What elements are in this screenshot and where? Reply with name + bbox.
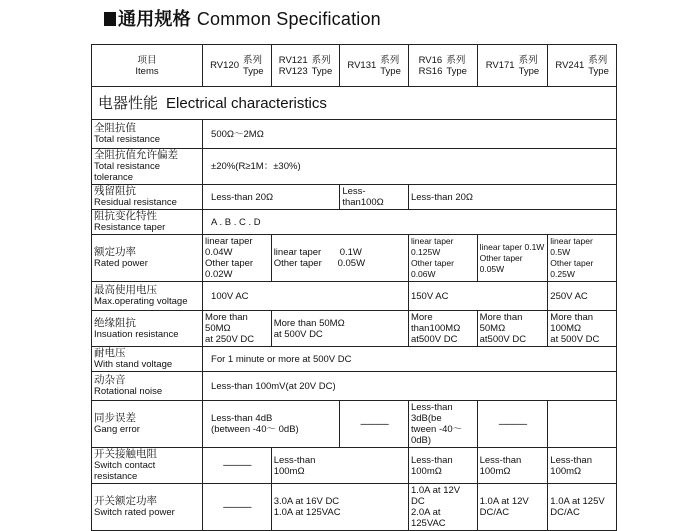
- cell-value: 100V AC: [203, 282, 409, 311]
- page-title: 通用规格 Common Specification: [104, 8, 381, 30]
- row-label: 额定功率 Rated power: [92, 235, 203, 282]
- cell-value: Less-than 100mV(at 20V DC): [203, 372, 617, 401]
- table-row: [92, 484, 617, 531]
- table-row: [92, 347, 617, 372]
- cell-value: -------------: [340, 401, 409, 448]
- cell-value: Less-than 3dB(be tween -40～ 0dB): [408, 401, 477, 448]
- cell-value: More than 100MΩ at 500V DC: [548, 311, 617, 347]
- cell-value: More than100MΩ at500V DC: [408, 311, 477, 347]
- cell-value: Less-than 4dB (between -40～ 0dB): [203, 401, 340, 448]
- cell-value: More than 50MΩ at 500V DC: [271, 311, 408, 347]
- table-row: [92, 120, 617, 149]
- cell-value: Less-than 100mΩ: [477, 448, 548, 484]
- model-header: RV120 系列 Type: [203, 45, 272, 87]
- items-header: 项目 Items: [92, 45, 203, 87]
- row-label: 开关接触电阻 Switch contact resistance: [92, 448, 203, 484]
- table-row: [92, 372, 617, 401]
- square-bullet-icon: [104, 12, 116, 26]
- cell-value: Less-than 100mΩ: [548, 448, 617, 484]
- cell-value: For 1 minute or more at 500V DC: [203, 347, 617, 372]
- cell-value: -------------: [203, 484, 272, 531]
- row-label: 全阻抗值 Total resistance: [92, 120, 203, 149]
- table-row: [92, 282, 617, 311]
- table-row: [92, 235, 617, 282]
- cell-value: -------------: [477, 401, 548, 448]
- cell-value: Less-than 20Ω: [408, 185, 616, 210]
- model-header: RV121 RV123 系列 Type: [271, 45, 340, 87]
- cell-value: ±20%(R≥1M：±30%): [203, 149, 617, 185]
- cell-value: linear taper 0.125W Other taper 0.06W: [408, 235, 477, 282]
- table-row: [92, 210, 617, 235]
- table-row: [92, 401, 617, 448]
- section-title: 电器性能 Electrical characteristics: [92, 87, 617, 120]
- row-label: 同步误差 Gang error: [92, 401, 203, 448]
- row-label: 动杂音 Rotational noise: [92, 372, 203, 401]
- row-label: 残留阻抗 Residual resistance: [92, 185, 203, 210]
- cell-value: Less-than 20Ω: [203, 185, 340, 210]
- cell-value: linear taper 0.1W Other taper 0.05W: [477, 235, 548, 282]
- table-row: [92, 149, 617, 185]
- cell-value: linear taper 0.1W Other taper 0.05W: [271, 235, 408, 282]
- cell-value: 1.0A at 12V DC 2.0A at 125VAC: [408, 484, 477, 531]
- cell-value: 500Ω～2MΩ: [203, 120, 617, 149]
- model-header: RV171 系列 Type: [477, 45, 548, 87]
- cell-value: 1.0A at 125V DC/AC: [548, 484, 617, 531]
- cell-value: -------------: [203, 448, 272, 484]
- spec-table: [91, 44, 617, 531]
- row-label: 开关额定功率 Switch rated power: [92, 484, 203, 531]
- model-header: RV131 系列 Type: [340, 45, 409, 87]
- cell-value: Less-than100Ω: [340, 185, 409, 210]
- section-row: [92, 87, 617, 120]
- table-row: [92, 448, 617, 484]
- cell-value: 1.0A at 12V DC/AC: [477, 484, 548, 531]
- cell-value: More than 50MΩ at 250V DC: [203, 311, 272, 347]
- cell-value: Less-than 100mΩ: [408, 448, 477, 484]
- cell-value: 150V AC: [408, 282, 547, 311]
- cell-value: 250V AC: [548, 282, 617, 311]
- model-header: RV241 系列 Type: [548, 45, 617, 87]
- table-row: [92, 185, 617, 210]
- header-row: [92, 45, 617, 87]
- table-row: [92, 311, 617, 347]
- cell-value: Less-than 100mΩ: [271, 448, 408, 484]
- row-label: 耐电压 With stand voltage: [92, 347, 203, 372]
- row-label: 阻抗变化特性 Resistance taper: [92, 210, 203, 235]
- row-label: 最高使用电压 Max.operating voltage: [92, 282, 203, 311]
- row-label: 绝缘阻抗 Insuation resistance: [92, 311, 203, 347]
- cell-value: A . B . C . D: [203, 210, 617, 235]
- cell-value: 3.0A at 16V DC 1.0A at 125VAC: [271, 484, 408, 531]
- cell-value: More than 50MΩ at500V DC: [477, 311, 548, 347]
- model-header: RV16 RS16 系列 Type: [408, 45, 477, 87]
- cell-value: [548, 401, 617, 448]
- row-label: 全阻抗值允许偏差 Total resistance tolerance: [92, 149, 203, 185]
- cell-value: linear taper 0.5W Other taper 0.25W: [548, 235, 617, 282]
- cell-value: linear taper 0.04W Other taper 0.02W: [203, 235, 272, 282]
